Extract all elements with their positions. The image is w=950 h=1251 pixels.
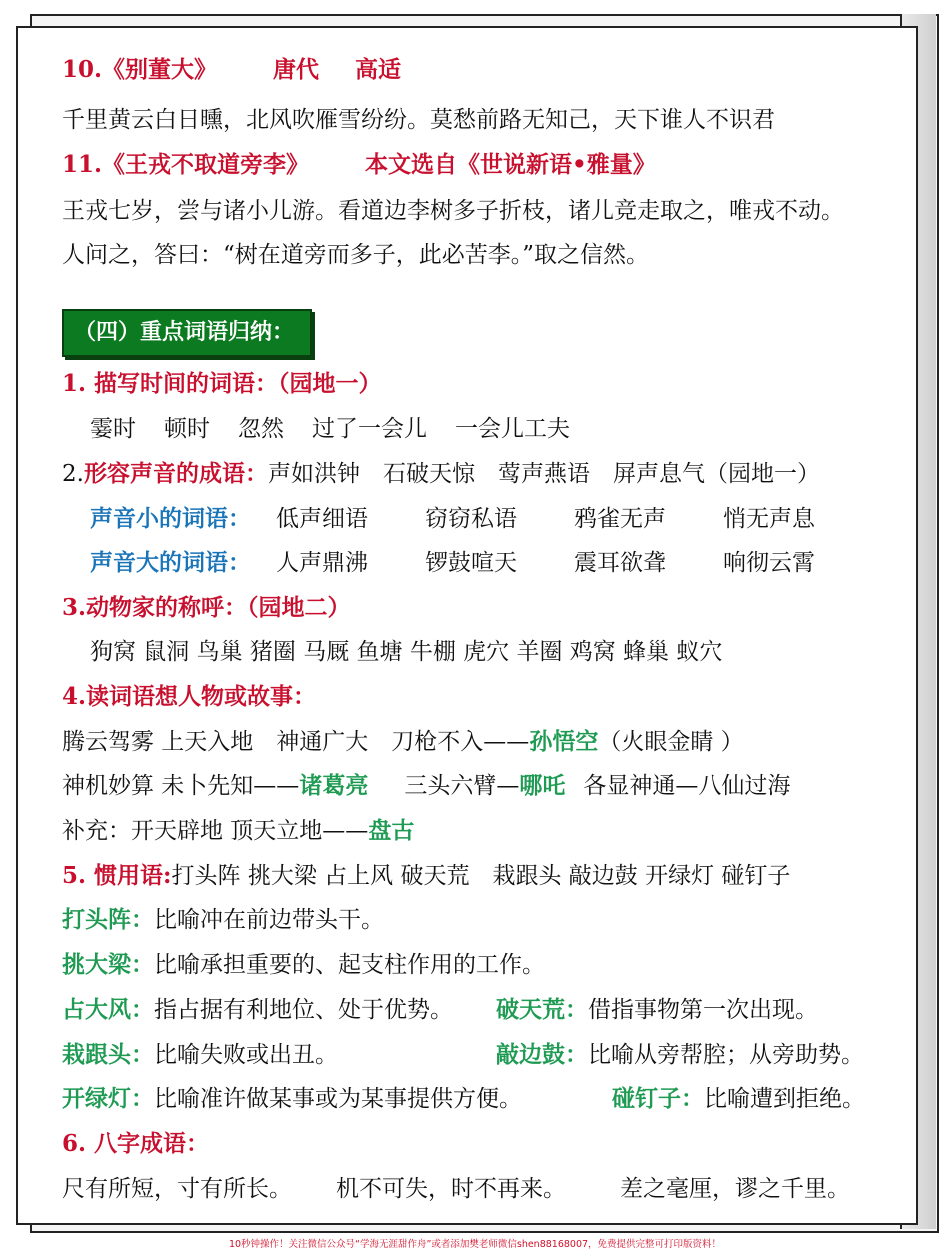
poem10-header — [62, 56, 401, 84]
s4-line1 — [62, 728, 744, 756]
def-key: 占大风： — [62, 996, 154, 1023]
s4-l1a: 腾云驾雾 上天入地 神通广大 刀枪不入—— — [62, 729, 530, 755]
def-key: 栽跟头： — [62, 1041, 154, 1068]
def-value: 指占据有利地位、处于优势。 — [154, 997, 453, 1023]
s5-def-7 — [62, 1085, 522, 1113]
poem10-title: 10.《别董大》 — [62, 56, 218, 83]
def-value: 比喻准许做某事或为某事提供方便。 — [154, 1086, 522, 1112]
s5-def-4 — [496, 996, 818, 1024]
def-key: 敲边鼓： — [496, 1041, 588, 1068]
def-value: 比喻失败或出丑。 — [154, 1042, 338, 1068]
def-value: 比喻遭到拒绝。 — [704, 1086, 865, 1112]
s4-l2e: 各显神通—八仙过海 — [583, 773, 791, 799]
s2-small-label: 声音小的词语： — [90, 505, 251, 532]
def-value: 借指事物第一次出现。 — [588, 997, 818, 1023]
s4-character-sunwukong: 孙悟空 — [529, 728, 599, 755]
word: 悄无声息 — [723, 506, 815, 532]
def-key: 碰钉子： — [612, 1085, 704, 1112]
poem11-title: 11.《王戎不取道旁李》 — [62, 151, 310, 178]
s5-label: 5. 惯用语: — [62, 862, 172, 889]
s2-big-label: 声音大的词语： — [90, 549, 251, 576]
s2-prefix: 2. — [62, 461, 84, 487]
s4-l2c: 三头六臂— — [404, 773, 520, 799]
s6-item-2: 机不可失，时不再来。 — [336, 1176, 566, 1202]
word: 一会儿工夫 — [455, 416, 570, 442]
s2-heading: 形容声音的成语： — [83, 460, 268, 487]
s6-item-1: 尺有所短，寸有所长。 — [62, 1176, 292, 1202]
s4-l3a: 补充：开天辟地 顶天立地—— — [62, 818, 369, 844]
def-value: 比喻冲在前边带头干。 — [154, 907, 384, 933]
s2-heading-line — [62, 460, 820, 488]
word: 过了一会儿 — [312, 416, 427, 442]
s4-character-nezha: 哪吒 — [519, 772, 566, 799]
word: 锣鼓喧天 — [425, 550, 517, 576]
s2-rest: 声如洪钟 石破天惊 莺声燕语 屏声息气（园地一） — [267, 461, 820, 487]
s3-words: 狗窝 鼠洞 鸟巢 猪圈 马厩 鱼塘 牛棚 虎穴 羊圈 鸡窝 蜂巢 蚁穴 — [90, 639, 723, 665]
s2-small-line — [90, 505, 251, 533]
s2-big-line — [90, 549, 251, 577]
s6-item-3: 差之毫厘，谬之千里。 — [620, 1176, 850, 1202]
word: 窃窃私语 — [425, 506, 517, 532]
poem11-header — [62, 151, 656, 179]
s5-def-8 — [612, 1085, 865, 1113]
word: 人声鼎沸 — [276, 550, 368, 576]
s6-heading: 6. 八字成语： — [62, 1130, 210, 1157]
s1-words — [90, 415, 598, 443]
s4-character-pangu: 盘古 — [368, 817, 415, 844]
s5-def-1 — [62, 906, 384, 934]
word: 鸦雀无声 — [574, 506, 666, 532]
def-key: 打头阵： — [62, 906, 154, 933]
word: 霎时 — [90, 416, 136, 442]
s3-heading: 3.动物家的称呼：（园地二） — [62, 594, 351, 621]
footer-notice: 10秒钟操作！关注微信公众号“学海无涯甜作舟”或者添加樊老师微信shen88168007，免费提供完整可打印版资料！ — [228, 1239, 722, 1250]
poem11-line1: 王戎七岁，尝与诸小儿游。看道边李树多子折枝，诸儿竞走取之，唯戎不动。 — [62, 198, 844, 224]
s4-heading: 4.读词语想人物或故事： — [62, 683, 317, 710]
word: 忽然 — [238, 416, 284, 442]
poem11-line2: 人问之，答曰：“树在道旁而多子，此必苦李。”取之信然。 — [62, 242, 650, 268]
s5-def-3 — [62, 996, 453, 1024]
s5-def-2 — [62, 951, 545, 979]
s5-list-line — [62, 862, 790, 890]
poem10-author: 高适 — [355, 56, 402, 83]
def-value: 比喻从旁帮腔；从旁助势。 — [588, 1042, 864, 1068]
section-title: （四）重点词语归纳： — [62, 309, 312, 357]
s5-def-5 — [62, 1041, 338, 1069]
poem10-text: 千里黄云白日曛，北风吹雁雪纷纷。莫愁前路无知己，天下谁人不识君 — [62, 107, 775, 133]
s4-l2a: 神机妙算 未卜先知—— — [62, 773, 300, 799]
s5-list: 打头阵 挑大梁 占上风 破天荒 栽跟头 敲边鼓 开绿灯 碰钉子 — [171, 863, 791, 889]
s5-def-6 — [496, 1041, 864, 1069]
word: 响彻云霄 — [723, 550, 815, 576]
s4-l1c: （火眼金睛 ） — [598, 729, 744, 755]
word: 顿时 — [164, 416, 210, 442]
word: 低声细语 — [276, 506, 368, 532]
def-key: 破天荒： — [496, 996, 588, 1023]
def-key: 开绿灯： — [62, 1085, 154, 1112]
poem11-source: 本文选自《世说新语•雅量》 — [365, 151, 656, 178]
word: 震耳欲聋 — [574, 550, 666, 576]
def-key: 挑大梁： — [62, 951, 154, 978]
s4-line2 — [62, 772, 790, 800]
s4-line3 — [62, 817, 414, 845]
poem10-dynasty: 唐代 — [273, 56, 320, 83]
def-value: 比喻承担重要的、起支柱作用的工作。 — [154, 952, 545, 978]
s4-character-zhugeliang: 诸葛亮 — [299, 772, 369, 799]
s1-heading: 1. 描写时间的词语：（园地一） — [62, 370, 382, 397]
